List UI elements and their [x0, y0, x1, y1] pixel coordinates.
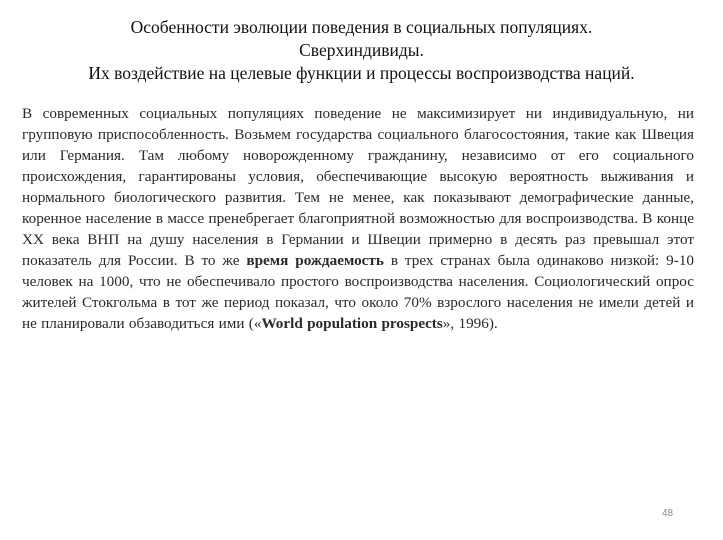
- title-line-1: Особенности эволюции поведения в социальных популяциях.: [130, 17, 593, 37]
- title-line-3: Их воздействие на целевые функции и процессы воспроизводства наций.: [88, 63, 635, 83]
- title-line-2: Сверхиндивиды.: [299, 40, 424, 60]
- page-number: 48: [662, 508, 674, 519]
- paragraph-text-part-2: в трех странах была одинаково низкой: 9-10 человек на 1000, что не обеспечивало простого воспроизводства населения. Социологический опрос жителей Стокгольма в тот же период показал, что около 70% взрослого населения не имели детей и не планировали обзаводиться ими («: [22, 252, 695, 332]
- slide-title: [20, 16, 703, 85]
- paragraph-bold-phrase-2: World population prospects: [261, 315, 443, 332]
- paragraph-text-part-1: В современных социальных популяциях поведение не максимизирует ни индивидуальную, ни групповую приспособленность. Возьмем государства социального благосостояния, такие как Швеция или Германия. Там любому новорожденному гражданину, независимо от его социального происхождения, гарантированы условия, обеспечивающие высокую вероятность выживания и нормального биологического развития. Тем не менее, как показывают демографические данные, коренное население в массе пренебрегает благоприятной возможностью для воспроизводства. В конце XX века ВНП на душу населения в Германии и Швеции примерно в десять раз превышал этот показатель для России. В то же: [22, 105, 694, 269]
- paragraph-bold-phrase-1: время рождаемость: [246, 252, 384, 269]
- paragraph-text-part-3: », 1996).: [442, 315, 498, 332]
- body-paragraph: [22, 103, 694, 334]
